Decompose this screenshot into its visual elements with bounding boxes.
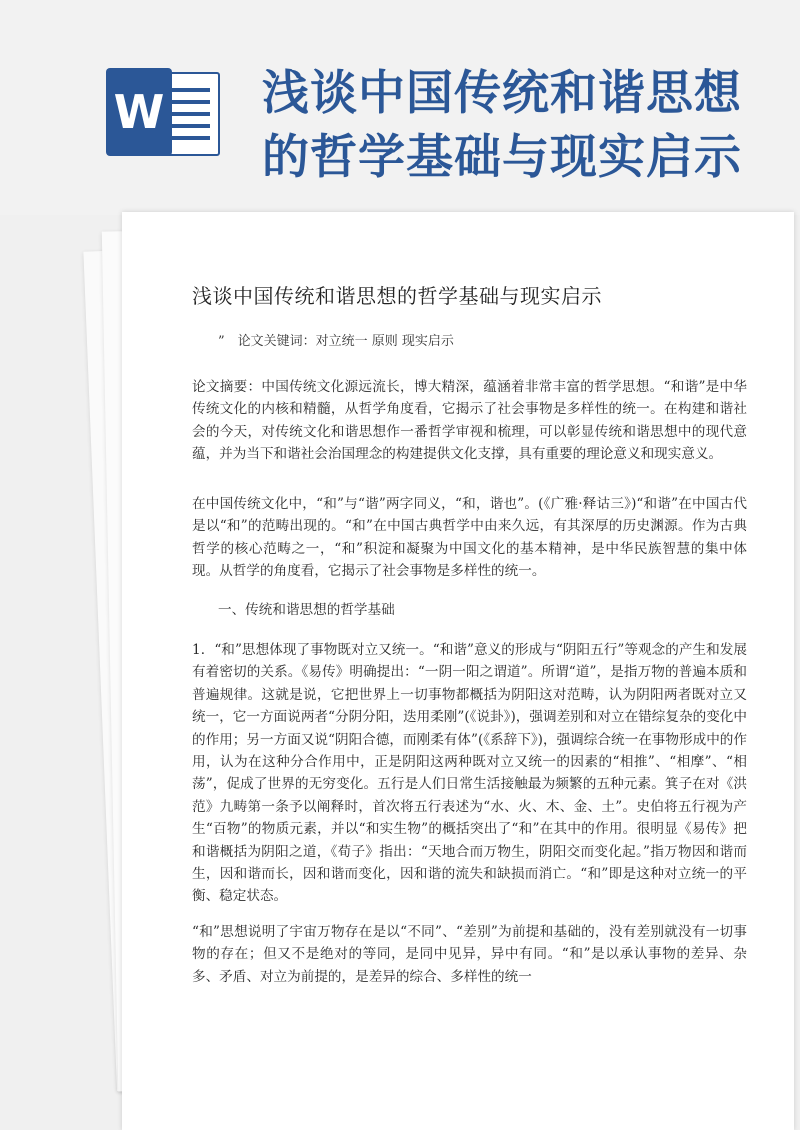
document-title: 浅谈中国传统和谐思想的哲学基础与现实启示 [192, 284, 602, 308]
header-banner [0, 0, 800, 215]
keywords-line: ” 论文关键词：对立统一 原则 现实启示 [218, 334, 454, 349]
body-paragraph-2: “和”思想说明了宇宙万物存在是以“不同”、“差别”为前提和基础的，没有差别就没有一切事物的存在；但又不是绝对的等同，是同中见异，异中有同。“和”是以承认事物的差异、杂多、矛盾、对立为前提的，是差异的综合、多样性的统一 [192, 924, 747, 985]
word-icon-letter: W [106, 68, 172, 156]
intro-paragraph: 在中国传统文化中，“和”与“谐”两字同义，“和，谐也”。(《广雅·释诂三》)“和谐”在中国古代是以“和”的范畴出现的。“和”在中国古典哲学中由来久远，有其深厚的历史渊源。作为古典哲学的核心范畴之一，“和”积淀和凝聚为中国文化的基本精神，是中华民族智慧的集中体现。从哲学的角度看，它揭示了社会事物是多样性的统一。 [192, 496, 747, 580]
banner-title [262, 62, 782, 190]
banner-title-line-1: 浅谈中国传统和谐思想 [262, 66, 742, 121]
document-page [122, 212, 794, 1130]
banner-title-line-2: 的哲学基础与现实启示 [262, 130, 742, 185]
abstract-paragraph: 论文摘要：中国传统文化源远流长，博大精深，蕴涵着非常丰富的哲学思想。“和谐”是中华传统文化的内核和精髓，从哲学角度看，它揭示了社会事物是多样性的统一。在构建和谐社会的今天，对传统文化和谐思想作一番哲学审视和梳理，可以彰显传统和谐思想中的现代意蕴，并为当下和谐社会治国理念的构建提供文化支撑，具有重要的理论意义和现实意义。 [192, 379, 747, 463]
word-document-icon [106, 68, 218, 156]
body-paragraph-1: 1．“和”思想体现了事物既对立又统一。“和谐”意义的形成与“阴阳五行”等观念的产生和发展有着密切的关系。《易传》明确提出：“一阴一阳之谓道”。所谓“道”，是指万物的普遍本质和普遍规律。这就是说，它把世界上一切事物都概括为阴阳这对范畴，认为阴阳两者既对立又统一，它一方面说两者“分阴分阳，迭用柔刚”(《说卦》)，强调差别和对立在错综复杂的变化中的作用；另一方面又说“阴阳合德，而刚柔有体”(《系辞下》)，强调综合统一在事物形成中的作用，认为在这种分合作用中，正是阴阳这两种既对立又统一的因素的“相推”、“相摩”、“相荡”，促成了世界的无穷变化。五行是人们日常生活接触最为频繁的五种元素。箕子在对《洪范》九畴第一条予以阐释时，首次将五行表述为“水、火、木、金、土”。史伯将五行视为产生“百物”的物质元素，并以“和实生物”的概括突出了“和”在其中的作用。很明显《易传》把和谐概括为阴阳之道，《荀子》指出：“天地合而万物生，阴阳交而变化起。”指万物因和谐而生，因和谐而长，因和谐而变化，因和谐的流失和缺损而消亡。“和”即是这种对立统一的平衡、稳定状态。 [192, 642, 747, 905]
section-heading: 一、传统和谐思想的哲学基础 [218, 602, 395, 618]
